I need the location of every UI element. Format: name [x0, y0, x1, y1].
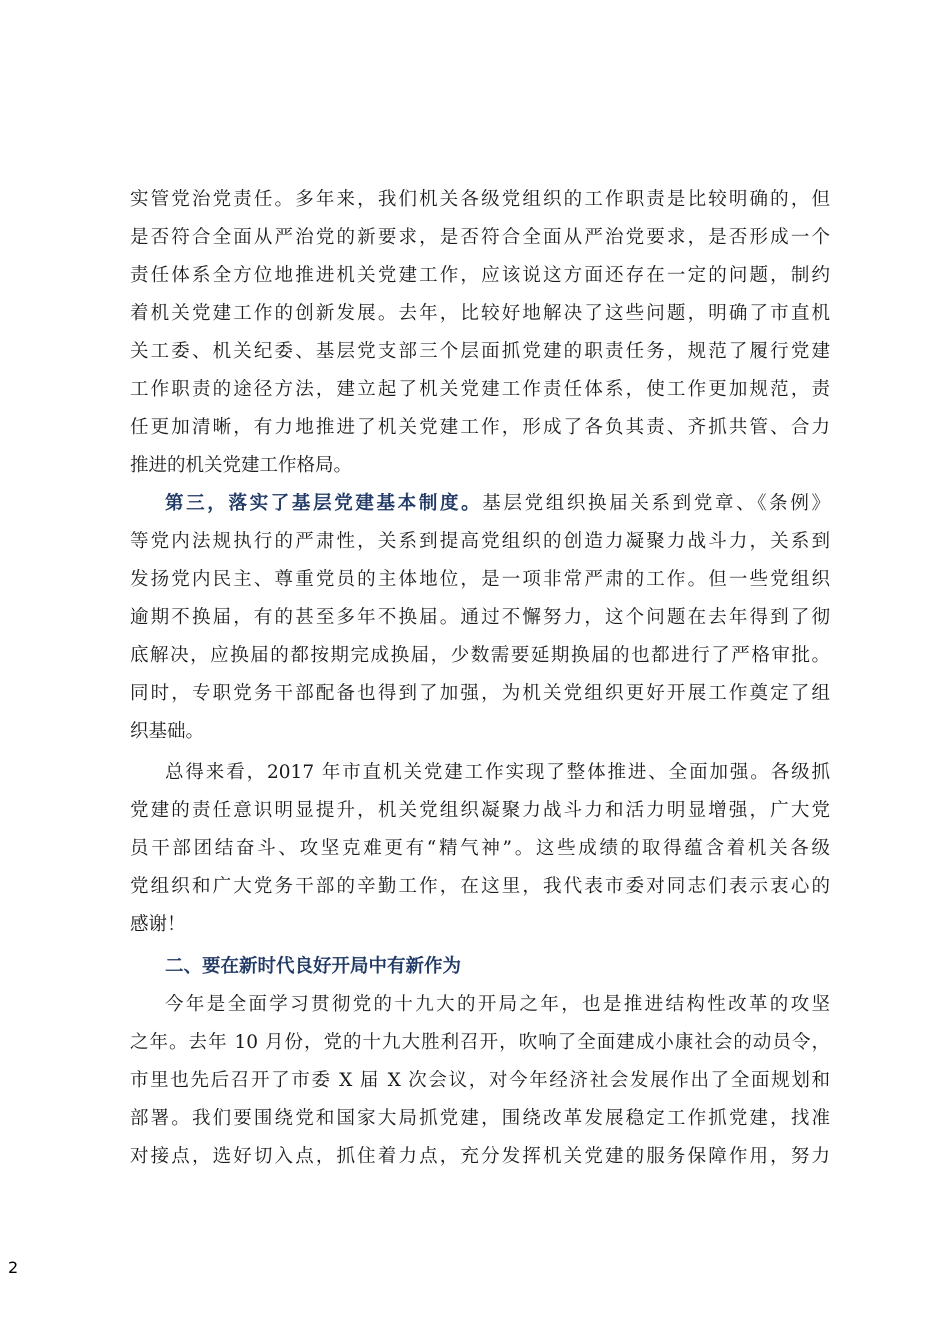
text-line: 党组织和广大党务干部的辛勤工作，在这里，我代表市委对同志们表示衷心的 — [130, 876, 830, 897]
text-line: 党建的责任意识明显提升，机关党组织凝聚力战斗力和活力明显增强，广大党 — [130, 800, 830, 821]
text-line: 之年。去年 10 月份，党的十九大胜利召开，吹响了全面建成小康社会的动员令， — [130, 1032, 830, 1053]
text-line: 着机关党建工作的创新发展。去年，比较好地解决了这些问题，明确了市直机 — [130, 303, 830, 324]
paragraph-lead: 第三，落实了基层党建基本制度。 — [165, 493, 483, 514]
text-line: 逾期不换届，有的甚至多年不换届。通过不懈努力，这个问题在去年得到了彻 — [130, 607, 830, 628]
section-heading: 二、要在新时代良好开局中有新作为 — [165, 956, 462, 977]
text-line: 工作职责的途径方法，建立起了机关党建工作责任体系，使工作更加规范，责 — [130, 379, 830, 400]
text-line: 总得来看，2017 年市直机关党建工作实现了整体推进、全面加强。各级抓 — [165, 762, 830, 783]
page-number: 2 — [8, 1258, 19, 1277]
text-line: 底解决，应换届的都按期完成换届，少数需要延期换届的也都进行了严格审批。 — [130, 645, 830, 666]
text-line: 等党内法规执行的严肃性，关系到提高党组织的创造力凝聚力战斗力，关系到 — [130, 531, 830, 552]
text-line: 员干部团结奋斗、攻坚克难更有“精气神”。这些成绩的取得蕴含着机关各级 — [130, 838, 830, 859]
text-line: 推进的机关党建工作格局。 — [130, 455, 353, 476]
text-line: 责任体系全方位地推进机关党建工作，应该说这方面还存在一定的问题，制约 — [130, 265, 830, 286]
text-line: 对接点，选好切入点，抓住着力点，充分发挥机关党建的服务保障作用，努力 — [130, 1146, 830, 1167]
text-line: 部署。我们要围绕党和国家大局抓党建，围绕改革发展稳定工作抓党建，找准 — [130, 1108, 830, 1129]
text-line: 发扬党内民主、尊重党员的主体地位，是一项非常严肃的工作。但一些党组织 — [130, 569, 830, 590]
text-line: 实管党治党责任。多年来，我们机关各级党组织的工作职责是比较明确的，但 — [130, 189, 830, 210]
text-line: 任更加清晰，有力地推进了机关党建工作，形成了各负其责、齐抓共管、合力 — [130, 417, 830, 438]
text-line: 是否符合全面从严治党的新要求，是否符合全面从严治党要求，是否形成一个 — [130, 227, 830, 248]
text-line: 织基础。 — [130, 721, 205, 742]
text-line: 感谢！ — [130, 914, 186, 935]
text-line: 同时，专职党务干部配备也得到了加强，为机关党组织更好开展工作奠定了组 — [130, 683, 830, 704]
text-line: 关工委、机关纪委、基层党支部三个层面抓党建的职责任务，规范了履行党建 — [130, 341, 830, 362]
text-line: 今年是全面学习贯彻党的十九大的开局之年，也是推进结构性改革的攻坚 — [165, 994, 830, 1015]
paragraph-text: 基层党组织换届关系到党章、《条例》 — [482, 493, 830, 514]
text-line — [165, 489, 830, 519]
text-line: 市里也先后召开了市委 X 届 X 次会议，对今年经济社会发展作出了全面规划和 — [130, 1070, 830, 1091]
